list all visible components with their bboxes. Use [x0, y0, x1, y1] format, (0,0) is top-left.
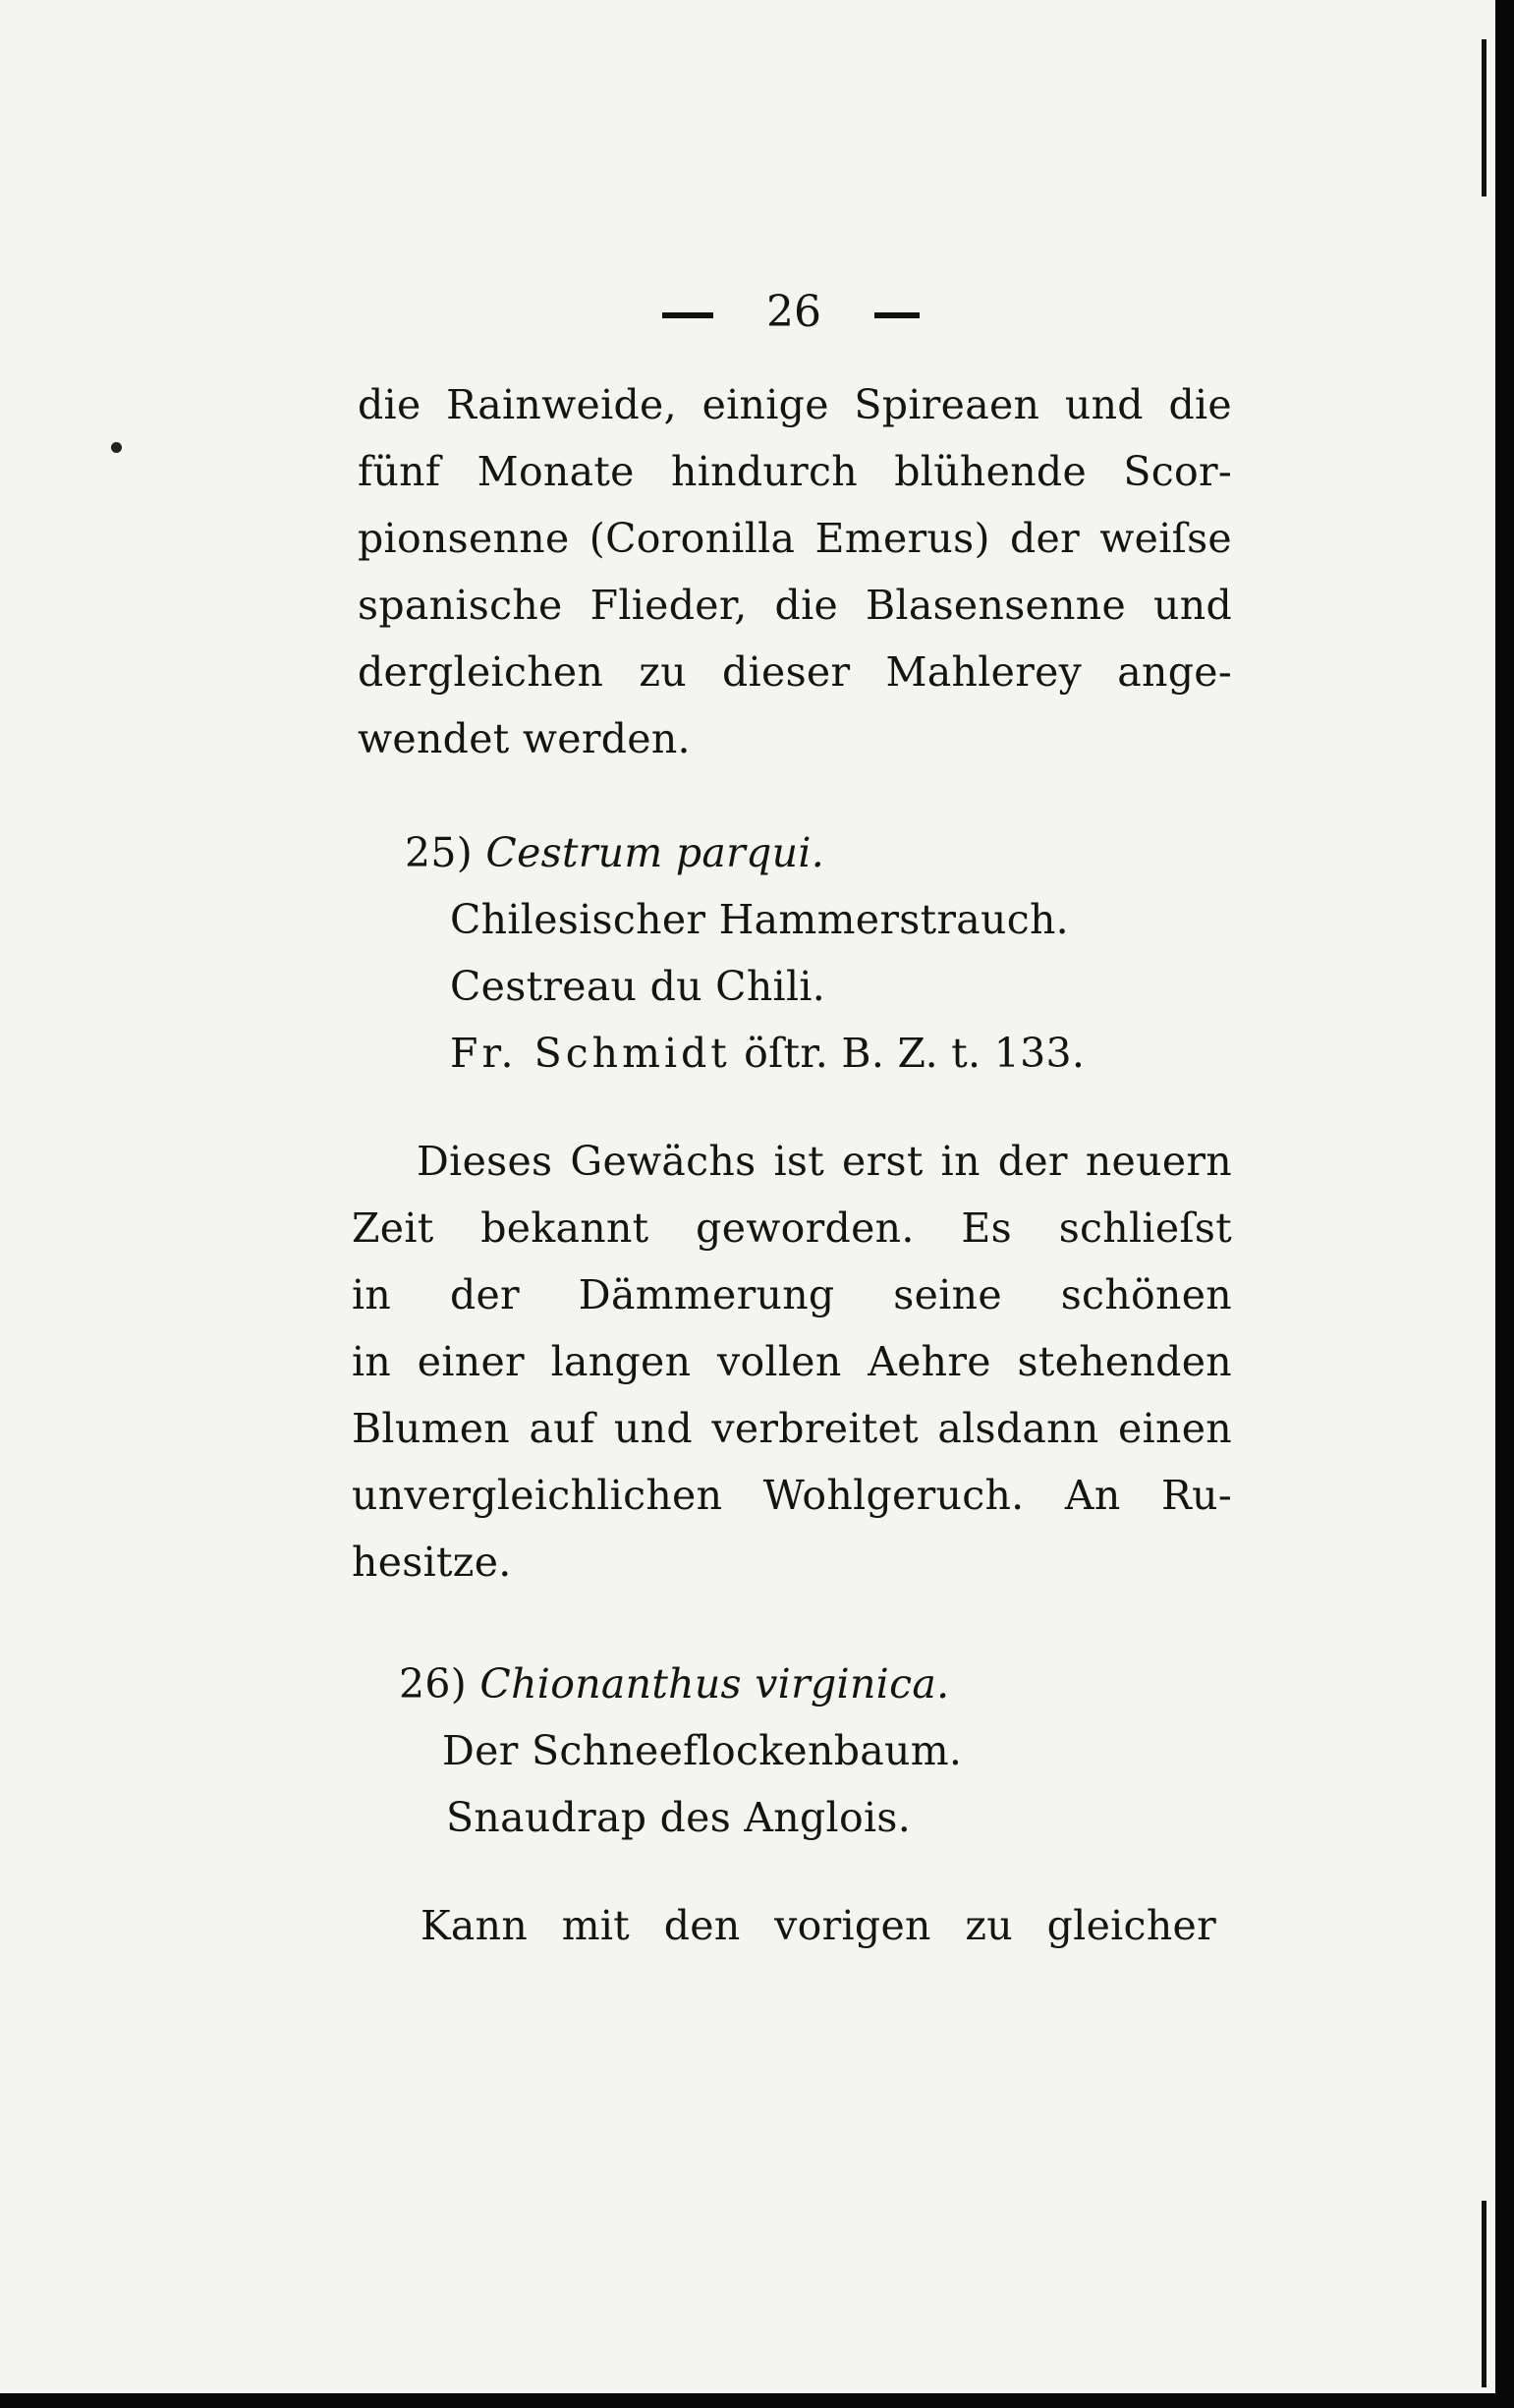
text-line: Kann mit den vorigen zu gleicher: [421, 1902, 1216, 1949]
text-line: fünf Monate hindurch blühende Scor-: [358, 448, 1232, 495]
right-dash: [874, 312, 920, 318]
text-line: spanische Flieder, die Blasensenne und: [358, 582, 1232, 629]
text-line: Zeit bekannt geworden. Es schlieſst: [352, 1204, 1232, 1252]
text-line: Dieses Gewächs ist erst in der neuern: [417, 1138, 1232, 1185]
entry-number: 25): [405, 829, 474, 876]
text-line: in der Dämmerung seine schönen: [352, 1271, 1232, 1318]
french-name: Snaudrap des Anglois.: [446, 1794, 912, 1841]
scan-border-bottom: [0, 2393, 1514, 2408]
scan-border-right: [1495, 0, 1514, 2408]
text-line: wendet werden.: [358, 715, 691, 762]
reference-citation: öſtr. B. Z. t. 133.: [744, 1030, 1086, 1077]
text-line: dergleichen zu dieser Mahlerey ange-: [358, 648, 1232, 696]
left-dash: [662, 312, 713, 318]
literature-reference: [450, 1030, 1086, 1077]
french-name: Cestreau du Chili.: [450, 963, 826, 1010]
text-line: in einer langen vollen Aehre stehenden: [352, 1338, 1232, 1385]
german-name: Chilesischer Hammerstrauch.: [450, 896, 1070, 943]
text-line: die Rainweide, einige Spireaen und die: [358, 381, 1232, 428]
entry-number: 26): [399, 1660, 468, 1708]
text-line: unvergleichlichen Wohlgeruch. An Ru-: [352, 1472, 1232, 1519]
entry-heading-25: [405, 829, 825, 876]
page-number: 26: [766, 287, 821, 337]
entry-heading-26: [399, 1660, 950, 1708]
page-edge-mark: [1482, 39, 1486, 196]
reference-author: Fr. Schmidt: [450, 1030, 731, 1077]
text-line: hesitze.: [352, 1539, 512, 1586]
ink-speck: [111, 442, 122, 453]
german-name: Der Schneeflockenbaum.: [442, 1727, 963, 1774]
page-number-header: [644, 287, 938, 337]
page-edge-mark: [1482, 2201, 1486, 2387]
text-line: Blumen auf und verbreitet alsdann einen: [352, 1405, 1232, 1452]
latin-name: Chionanthus virginica.: [479, 1660, 950, 1708]
text-line: pionsenne (Coronilla Emerus) der weiſse: [358, 515, 1232, 562]
latin-name: Cestrum parqui.: [485, 829, 825, 876]
